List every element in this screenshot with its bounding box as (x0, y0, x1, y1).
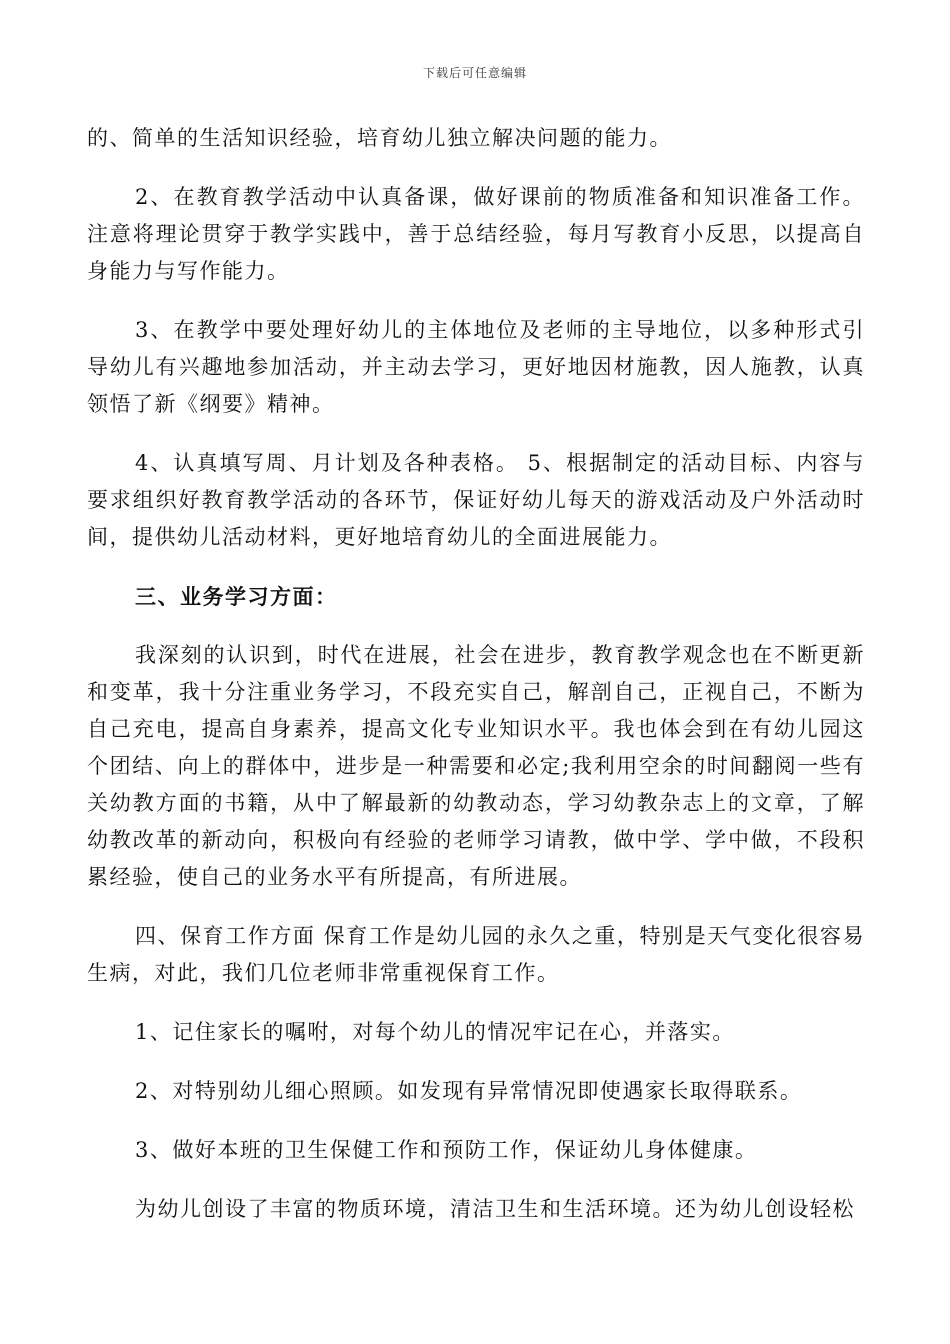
paragraph-care-item-3: 3、做好本班的卫生保健工作和预防工作，保证幼儿身体健康。 (135, 1138, 758, 1162)
paragraph-item-3: 3、在教学中要处理好幼儿的主体地位及老师的主导地位，以多种形式引导幼儿有兴趣地参加活动，并主动去学习，更好地因材施教，因人施教，认真领悟了新《纲要》精神。 (87, 318, 865, 416)
page-header: 下载后可任意编辑 (422, 66, 527, 80)
paragraph-item-2: 2、在教育教学活动中认真备课，做好课前的物质准备和知识准备工作。注意将理论贯穿于教学实践中，善于总结经验，每月写教育小反思，以提高自身能力与写作能力。 (87, 185, 865, 283)
document-body (87, 120, 865, 1228)
paragraph-care-work: 四、保育工作方面 保育工作是幼儿园的永久之重，特别是天气变化很容易生病，对此，我们几位老师非常重视保育工作。 (87, 924, 865, 985)
paragraph-continuation: 的、简单的生活知识经验，培育幼儿独立解决问题的能力。 (87, 126, 672, 150)
section-heading-business-study: 三、业务学习方面： (135, 584, 338, 609)
paragraph-care-item-2: 2、对特别幼儿细心照顾。如发现有异常情况即使遇家长取得联系。 (135, 1079, 803, 1103)
paragraph-item-4-5: 4、认真填写周、月计划及各种表格。 5、根据制定的活动目标、内容与要求组织好教育教学活动的各环节，保证好幼儿每天的游戏活动及户外活动时间，提供幼儿活动材料，更好地培育幼儿的全面进展能力。 (87, 451, 865, 549)
paragraph-environment: 为幼儿创设了丰富的物质环境，清洁卫生和生活环境。还为幼儿创设轻松 (135, 1197, 855, 1221)
paragraph-business-study: 我深刻的认识到，时代在进展，社会在进步，教育教学观念也在不断更新和变革，我十分注重业务学习，不段充实自己，解剖自己，正视自己，不断为自己充电，提高自身素养，提高文化专业知识水平。我也体会到在有幼儿园这个团结、向上的群体中，进步是一种需要和必定;我利用空余的时间翻阅一些有关幼教方面的书籍，从中了解最新的幼教动态，学习幼教杂志上的文章，了解幼教改革的新动向，积极向有经验的老师学习请教，做中学、学中做，不段积累经验，使自己的业务水平有所提高，有所进展。 (87, 643, 865, 889)
paragraph-care-item-1: 1、记住家长的嘱咐，对每个幼儿的情况牢记在心，并落实。 (135, 1020, 735, 1044)
